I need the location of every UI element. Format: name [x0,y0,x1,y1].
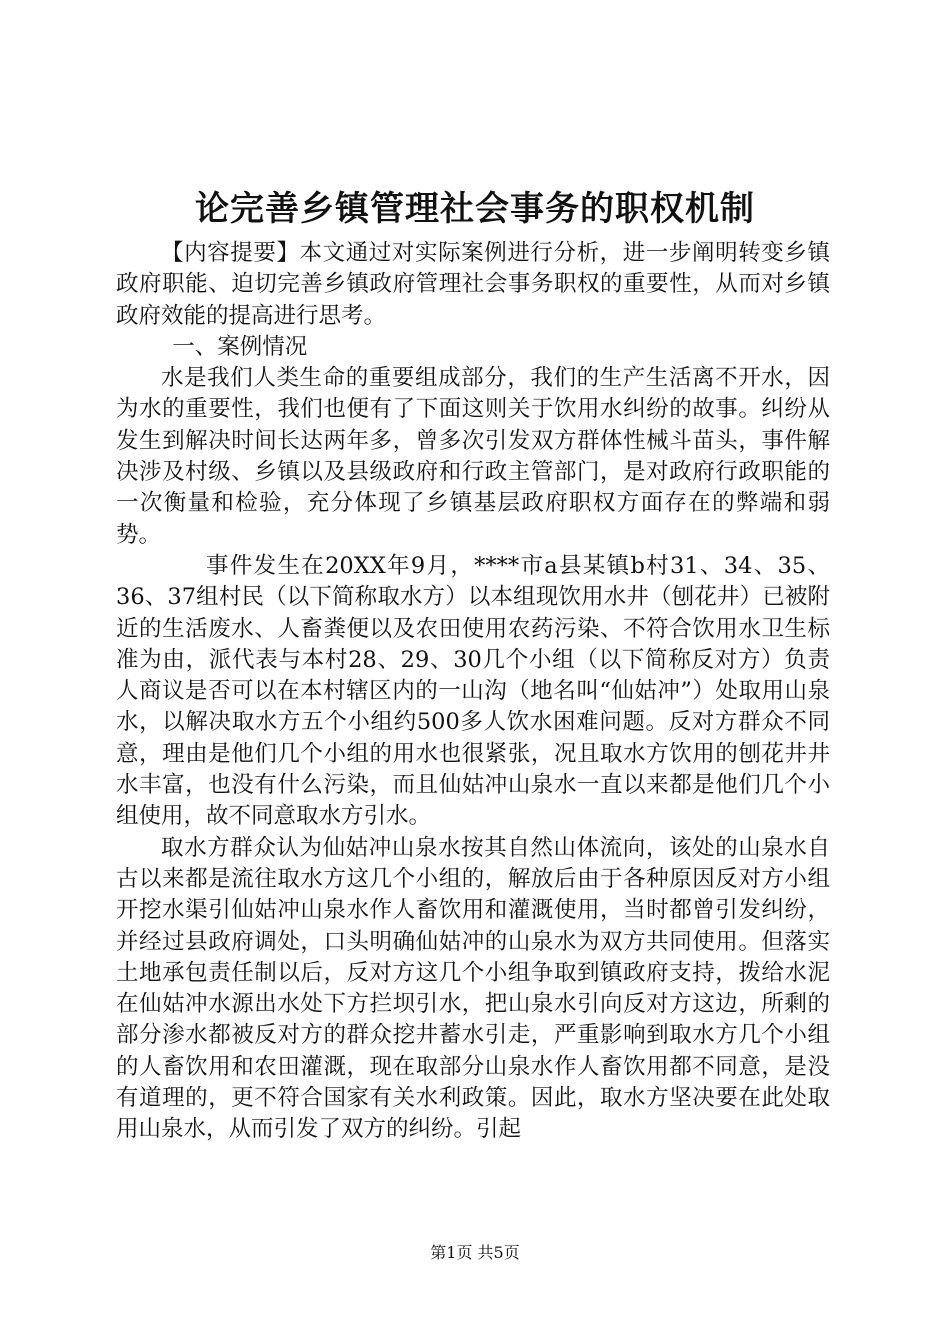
body-paragraph: 取水方群众认为仙姑冲山泉水按其自然山体流向，该处的山泉水自古以来都是流往取水方这几个小组的，解放后由于各种原因反对方小组开挖水渠引仙姑冲山泉水作人畜饮用和灌溉使用，当时都曾引发纠纷，并经过县政府调处，口头明确仙姑冲的山泉水为双方共同使用。但落实土地承包责任制以后，反对方这几个小组争取到镇政府支持，拨给水泥在仙姑冲水源出水处下方拦坝引水，把山泉水引向反对方这边，所剩的部分渗水都被反对方的群众挖井蓄水引走，严重影响到取水方几个小组的人畜饮用和农田灌溉，现在取部分山泉水作人畜饮用都不同意，是没有道理的，更不符合国家有关水利政策。因此，取水方坚决要在此处取用山泉水，从而引发了双方的纠纷。引起 [116,834,830,1143]
body-paragraph: 事件发生在20XX年9月，****市a县某镇b村31、34、35、36、37组村民（以下简称取水方）以本组现饮用水井（刨花井）已被附近的生活废水、人畜粪便以及农田使用农药污染、不符合饮用水卫生标准为由，派代表与本村28、29、30几个小组（以下简称反对方）负责人商议是否可以在本村辖区内的一山沟（地名叫“仙姑冲”）处取用山泉水，以解决取水方五个小组约500多人饮水困难问题。反对方群众不同意，理由是他们几个小组的用水也很紧张，况且取水方饮用的刨花井井水丰富，也没有什么污染，而且仙姑冲山泉水一直以来都是他们几个小组使用，故不同意取水方引水。 [116,552,830,830]
abstract-paragraph: 【内容提要】本文通过对实际案例进行分析，进一步阐明转变乡镇政府职能、迫切完善乡镇政府管理社会事务职权的重要性，从而对乡镇政府效能的提高进行思考。 [116,240,830,329]
body-paragraph: 水是我们人类生命的重要组成部分，我们的生产生活离不开水，因为水的重要性，我们也便有了下面这则关于饮用水纠纷的故事。纠纷从发生到解决时间长达两年多，曾多次引发双方群体性械斗苗头，事件解决涉及村级、乡镇以及县级政府和行政主管部门，是对政府行政职能的一次衡量和检验，充分体现了乡镇基层政府职权方面存在的弊端和弱势。 [116,365,830,548]
document-title: 论完善乡镇管理社会事务的职权机制 [195,189,755,229]
page-footer: 第1页 共5页 [430,1243,520,1262]
section-heading: 一、案例情况 [172,333,308,360]
document-body [116,238,830,1146]
